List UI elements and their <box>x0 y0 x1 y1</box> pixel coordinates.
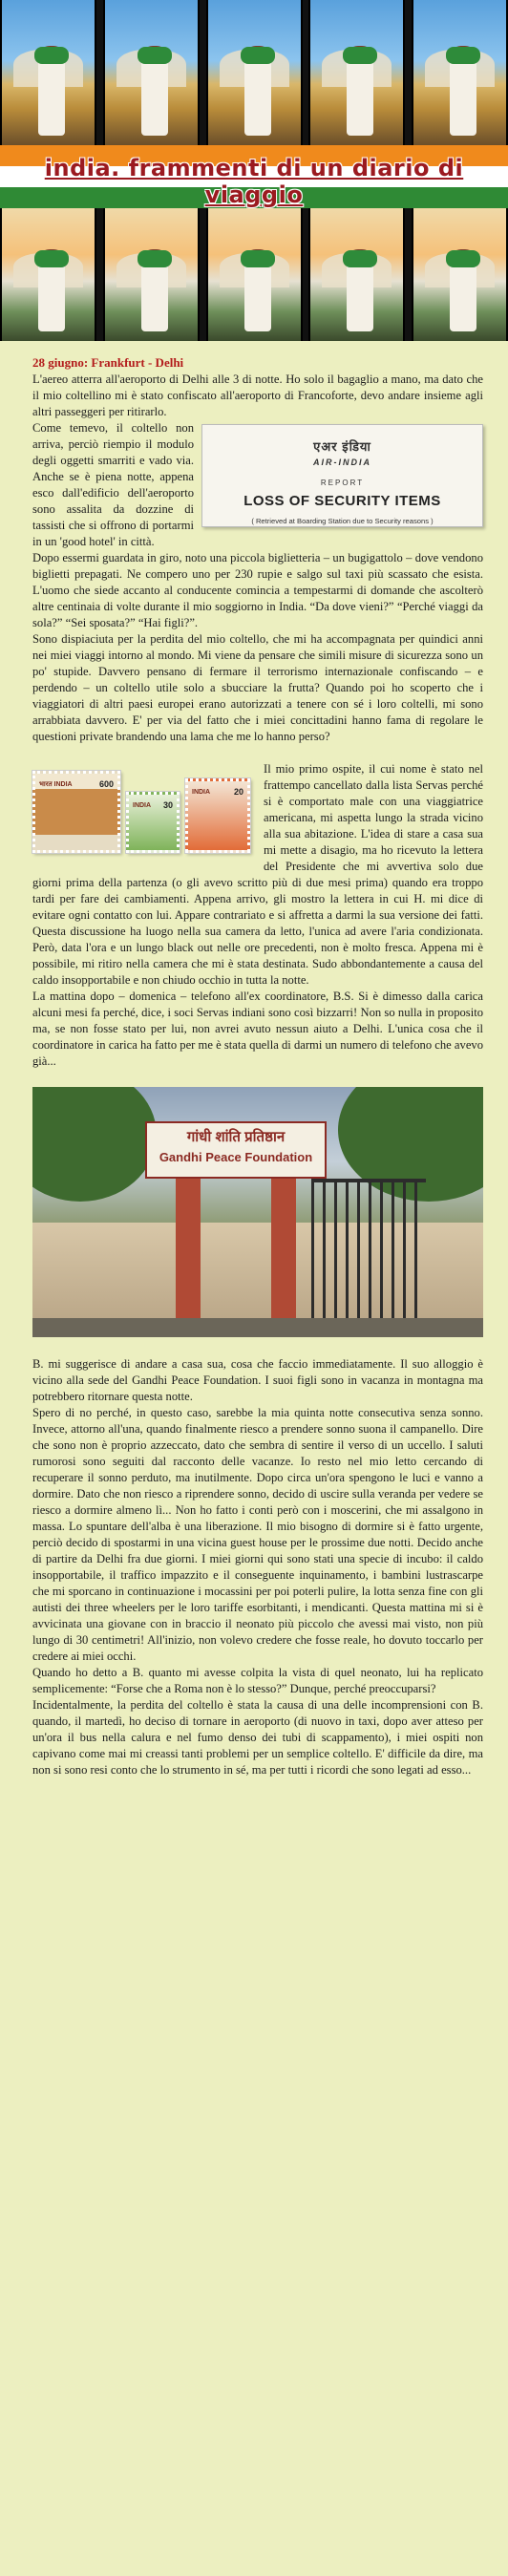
article-body <box>0 341 508 1798</box>
photo-row-bottom <box>0 208 508 341</box>
stamps-image <box>32 765 254 857</box>
travel-photo <box>308 208 405 341</box>
report-card-hindi: एअर इंडिया <box>313 439 371 454</box>
paragraph: Spero di no perché, in questo caso, sarebbe la mia quinta notte consecutiva senza sonno. Invece, attorno all'una, quando finalmente riesco a prendere sonno suona il campanello. Dire che sono non è proprio azzeccato, dato che sembra di sentire il verso di un uccello. I saluti rumorosi sono seguiti dal racconto delle vacanze. Io resto nel mio letto cercando di recuperare il sonno perduto, ma inutilmente. Dopo circa un'ora spengono le luci e vanno a dormire. Dato che non riesco a riprendere sonno, decido di uscire sulla veranda per vedere se riesco a dormire almeno lì... Non ho fatto i conti però con i moscerini, che mi assalgono in massa. Lo spuntare dell'alba è una liberazione. Il mio bisogno di dormire si è fatto urgente, perciò decido di spostarmi in una vicina guest house per le prossime due notti. Decido anche di partire da Delhi fra due giorni. I miei giorni qui sono stati una specie di incubo: il caldo insopportabile, il traffico impazzito e il conseguente inquinamento, i bambini lustrascarpe che mi sporcano in continuazione i mocassini per poi poterli pulire, la lotta senza fine con gli autisti dei three wheelers per le loro tariffe esorbitanti, i mendicanti. Questa mattina mi si è avvicinata una giovane con in braccio il neonato più piccolo che avessi mai visto, non più lungo di 30 centimetri! All'inizio, non volevo credere che fosse reale, ho dovuto toccarlo per credere ai miei occhi. <box>32 1406 483 1663</box>
paragraph: L'aereo atterra all'aeroporto di Delhi alle 3 di notte. Ho solo il bagaglio a mano, ma dato che il mio coltellino mi è stato confiscato all'aeroporto di Francoforte, devo andare insieme agli altri passeggeri per ritirarlo. <box>32 373 483 418</box>
travel-photo <box>0 0 96 145</box>
gandhi-foundation-photo <box>32 1087 483 1337</box>
report-card-airline: AIR-INDIA <box>313 458 371 467</box>
sign-hindi: गांधी शांति प्रतिष्ठान <box>186 1129 286 1145</box>
travel-photo <box>103 208 200 341</box>
paragraph: B. mi suggerisce di andare a casa sua, cosa che faccio immediatamente. Il suo alloggio è vicino alla sede del Gandhi Peace Foundation. I suoi figli sono in vacanza in montagna ma potrebbero ritornare questa notte. <box>32 1357 483 1403</box>
iron-gate <box>311 1179 426 1322</box>
travel-photo <box>308 0 405 145</box>
paragraph: Dopo essermi guardata in giro, noto una piccola biglietteria – un bugigattolo – dove vendono biglietti prepagati. Ne compero uno per 230 rupie e salgo sul taxi più scassato che esista. L'uomo che siede accanto al conducente comincia a tempestarmi di domande che ascolterò altre centinaia di volte durante il mio soggiorno in India. “Da dove vieni?” “Perché viaggi da sola?” “Sei sposata?” “Hai figli?”. <box>32 551 483 629</box>
travel-photo <box>412 0 508 145</box>
travel-photo <box>103 0 200 145</box>
flag-banner <box>0 145 508 208</box>
stamp: भारत INDIA 600 <box>32 771 120 853</box>
paragraph: Il mio primo ospite, il cui nome è stato nel frattempo cancellato dalla lista Servas perché si è comportato male con una viaggiatrice americana, mi aspetta lungo la strada vicino alla sua abitazione. L'idea di stare a casa sua mi mette a disagio, ma ho ricevuto la lettera del Presidente che mi avvertiva solo due giorni prima della partenza (o gli avevo scritto più di due mesi prima) quando era troppo tardi per fare dei cambiamenti. Appena arrivo, gli mostro la lettera in cui H. mi dice di evitare ogni contatto con lui. Appare contrariato e si affretta a darmi la sua versione dei fatti. Questa discussione ha luogo nella sua camera da letto, l'unica ad avere l'aria condizionata. Però, data l'ora e un lungo black out nelle ore precedenti, non è molto fresca. Appena mi è possibile, mi ritiro nella camera che mi è stata destinata. Sudo abbondantemente a causa del caldo insopportabile e non chiudo occhio in tutta la notte. <box>32 762 483 987</box>
stamp: INDIA 30 <box>126 792 180 853</box>
travel-photo <box>412 208 508 341</box>
header-collage <box>0 0 508 341</box>
sign-english: Gandhi Peace Foundation <box>159 1150 313 1164</box>
date-heading: 28 giugno: Frankfurt - Delhi <box>32 355 184 370</box>
travel-photo <box>206 0 303 145</box>
paragraph: Incidentalmente, la perdita del coltello è stata la causa di una delle incomprensioni con B. quando, il martedì, ho deciso di tornare in aeroporto (di nuovo in taxi, dopo aver atteso per un'ora il bus nella calura e nel fumo denso dei tubi di scappamento), i miei ospiti non capivano come mai mi creassi tanti problemi per un semplice coltello. E' difficile da dire, ma non si sono resi conto che lo strumento in sé, ma per tutti i ricordi che sono legati ad esso... <box>32 1698 483 1777</box>
report-card-image <box>201 424 483 527</box>
travel-photo <box>206 208 303 341</box>
report-card-report: REPORT <box>320 479 365 487</box>
travel-photo <box>0 208 96 341</box>
stamp: INDIA 20 <box>185 778 250 853</box>
paragraph: Quando ho detto a B. quanto mi avesse colpita la vista di quel neonato, lui ha replicato semplicemente: “Forse che a Roma non è lo stesso?” Dunque, perché preoccuparsi? <box>32 1666 483 1695</box>
report-card-title: LOSS OF SECURITY ITEMS <box>243 493 441 509</box>
photo-row-top <box>0 0 508 145</box>
paragraph: Come temevo, il coltello non arriva, perciò riempio il modulo degli oggetti smarriti e vado via. Anche se è piena notte, appena esco dall'edificio dell'aeroporto sono assalita da dozzine di tassisti che si offrono di portarmi in un 'good hotel' in città. <box>32 421 194 548</box>
banner-title: india. frammenti di un diario di viaggio <box>44 155 464 208</box>
foundation-sign <box>145 1121 327 1179</box>
paragraph: La mattina dopo – domenica – telefono all'ex coordinatore, B.S. Si è dimesso dalla carica alcuni mesi fa perché, dice, i soci Servas indiani sono così bizzarri! Non so nulla in proposito ma, se non fosse stato per lui, non avrei avuto nessun aiuto a Delhi. L'unica cosa che il coordinatore in carica ha fatto per me è stata quella di darmi un numero di telefono che avevo già... <box>32 990 483 1068</box>
paragraph: Sono dispiaciuta per la perdita del mio coltello, che mi ha accompagnata per quindici anni nei miei viaggi intorno al mondo. Mi viene da pensare che simili misure di sicurezza sono un po' stupide. Davvero pensano di fermare il terrorismo internazionale confiscando – e perdendo – un coltello utile solo a sbucciare la frutta? Quando poi ho scoperto che i viaggiatori di altri paesi europei erano autorizzati a tenere con sé i loro coltelli, mi sono arrabbiata davvero. E' per via del fatto che i miei concittadini hanno fama di regolare le questioni private brandendo una lama che me lo hanno perso? <box>32 632 483 743</box>
report-card-subtitle: ( Retrieved at Boarding Station due to Security reasons ) <box>251 517 434 525</box>
